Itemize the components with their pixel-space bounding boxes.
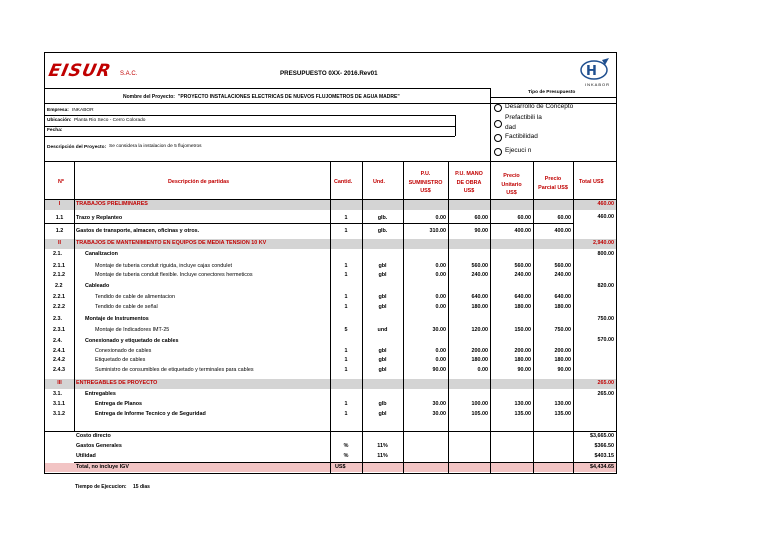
col-precio-parc: Precio Parcial US$ [538,176,568,191]
fecha-label: Fecha: [47,128,63,133]
descripcion-label: Descripción del Proyecto: [47,145,107,150]
option-prefactibilidad-cont: dad [505,124,516,131]
option-ejecucion: Ejecuci n [505,147,532,154]
section-num: I [58,201,61,207]
section-num: II [58,240,61,246]
ubicacion-value: Planta Rio Seco - Cerro Colorado [74,118,146,123]
section-total: 2,940.00 [593,240,614,246]
radio-prefactibilidad[interactable] [494,120,502,128]
option-prefactibilidad: Prefactibili la [505,114,542,121]
col-pu-mo: P.U. MANO DE OBRA US$ [455,171,483,194]
budget-sheet: EISUR S.A.C. PRESUPUESTO 0XX- 2016.Rev01 H INKABOR Nombre del Proyecto: "PROYECTO INSTALACIONES ELECTRICAS DE NUEVOS FLUJOMETROS DE AGUA MADRE" Empresa: INKABOR Ubicación: Planta Rio Seco - Cerro Colorado Fecha: Descripción del Proyecto: Se considera la instalacion de 5 flujometros Tipo de Presupuesto Desarrollo de Concepto Prefactibili la dad Factibilidad Ejecuci n Nº Descripción de partidas Cantid. Und. P.U. SUMINISTRO US$ P.U. MANO DE OBRA US$ Precio Unitario US$ Precio Parcial US$ Total US$ I TRABAJOS PRELIMINARES 460.00 II TRABAJOS DE MANTENIMIENTO EN EQUIPOS DE MEDIA TENSION 10 KV 2,940.00 III ENTREGABLES DE PROYECTO 265.00 1.1 Trazo y Replanteo 1 glb. 0.00 60.00 60.00 60.00 460.00 1.2 Gastos de transporte, almacen, oficinas y otros. 1 glb. 310.00 90.00 400.00 400.00 2.1. Canalizacion 800.00 2.1.1 Montaje de tuberia conduit riguida, incluye cajas condulet 1 gbl 0.00 560.00 560.00 560.00 2.1.2 Montaje de tuberia conduit flexible. Incluye conectores hermeticos 1 gbl 0.00 240.00 240.00 240.00 2.2 Cableado 820.00 2.2.1 Tendido de cable de alimentacion 1 gbl 0.00 640.00 640.00 640.00 2.2.2 Tendido de cable de señal 1 gbl 0.00 180.00 180.00 180.00 2.3. Montaje de Instrumentos 750.00 2.3.1 Montaje de Indicadores IMT-25 5 und 30.00 120.00 150.00 750.00 2.4. Conexionado y etiquetado de cables 570.00 2.4.1 Conexionado de cables 1 gbl 0.00 200.00 200.00 200.00 2.4.2 Etiquetado de cables 1 gbl 0.00 180.00 180.00 180.00 2.4.3 Suministro de consumibles de etiquetado y terminales para cables 1 gbl 90.00 0.00 90.00 90.00 3.1. Entregables 265.00 3.1.1 Entrega de Planos 1 glb 30.00 100.00 130.00 130.00 3.1.2 Entrega de Informe Tecnico y de Seguridad 1 gbl 30.00 105.00 135.00 135.00 Costo directo $3,665.00 Gastos Generales % 11% $366.50 Utilidad % 11% $403.15 Total, no incluye IGV US$ $4,434.65 [44,52,617,474]
section-title: ENTREGABLES DE PROYECTO [76,380,158,386]
project-name-label: Nombre del Proyecto: [123,94,175,100]
svg-text:H: H [586,64,597,79]
descripcion-value: Se considera la instalacion de 5 flujometros [109,144,202,149]
section-num: III [57,380,62,386]
tipo-title: Tipo de Presupuesto [528,90,576,95]
section-title: TRABAJOS PRELIMINARES [76,201,148,207]
section-total: 460.00 [597,201,614,207]
page-title: PRESUPUESTO 0XX- 2016.Rev01 [280,70,378,77]
option-desarrollo: Desarrollo de Concepto [505,103,574,110]
radio-factibilidad[interactable] [494,134,502,142]
section-title: TRABAJOS DE MANTENIMIENTO EN EQUIPOS DE MEDIA TENSION 10 KV [76,240,267,246]
radio-ejecucion[interactable] [494,148,502,156]
col-desc: Descripción de partidas [168,179,230,185]
col-precio-unit: Precio Unitario US$ [501,173,522,196]
section-total: 265.00 [597,380,614,386]
col-total: Total US$ [579,179,604,185]
ubicacion-label: Ubicación: [47,118,72,123]
col-num: Nº [58,179,64,185]
option-factibilidad: Factibilidad [505,133,538,140]
radio-desarrollo[interactable] [494,104,502,112]
eisur-logo: EISUR [46,61,114,81]
inkabor-label: INKABOR [585,82,611,87]
inkabor-logo-icon [578,57,614,85]
col-und: Und. [373,179,385,185]
col-cant: Cantid. [334,179,353,185]
empresa-label: Empresa: [47,108,69,113]
col-pu-sum: P.U. SUMINISTRO US$ [408,171,443,194]
empresa-value: INKABOR [72,108,94,113]
company-suffix: S.A.C. [120,71,138,77]
project-name: "PROYECTO INSTALACIONES ELECTRICAS DE NUEVOS FLUJOMETROS DE AGUA MADRE" [178,94,400,100]
